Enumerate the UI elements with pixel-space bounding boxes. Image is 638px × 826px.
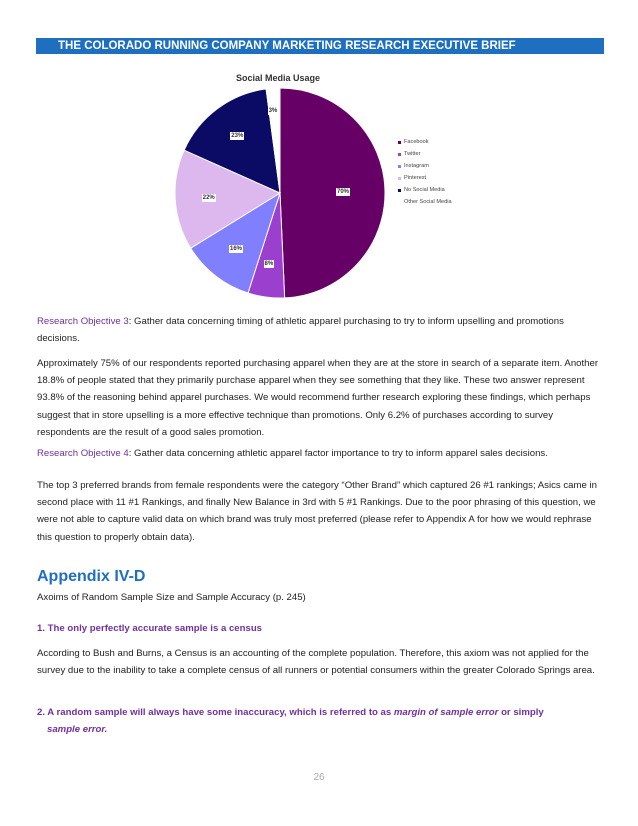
slice-label-other-social-media: 3% [268,108,278,115]
legend-label: No Social Media [404,187,445,193]
chart-legend [398,136,452,208]
legend-item-facebook [398,136,452,148]
axiom-2-mid: or simply [498,707,544,718]
ro3-label: Research Objective 3 [37,316,129,327]
appendix-subtitle: Axoims of Random Sample Size and Sample Accuracy (p. 245) [37,592,306,603]
document-header [36,38,604,54]
pie-slice-facebook [280,88,385,298]
legend-label: Facebook [404,139,429,145]
axiom-1: 1. The only perfectly accurate sample is a census [37,623,263,634]
legend-swatch [398,165,401,168]
axiom-2 [37,704,607,738]
header-title: THE COLORADO RUNNING COMPANY MARKETING RESEARCH EXECUTIVE BRIEF [58,40,516,52]
legend-swatch [398,177,401,180]
legend-item-pinterest [398,172,452,184]
legend-item-instagram [398,160,452,172]
legend-label: Pinterest [404,175,427,181]
ro4-label: Research Objective 4 [37,448,129,459]
ro4-text: : Gather data concerning athletic apparel factor importance to try to inform apparel sales decisions. [128,448,548,459]
slice-label-no-social-media: 23% [231,132,244,139]
legend-item-twitter [398,148,452,160]
legend-item-no-social-media [398,184,452,196]
page-number: 26 [313,772,325,783]
paragraph-census: According to Bush and Burns, a Census is an accounting of the complete population. Therefore, this axiom was not applied for the survey due to the inability to take a complete census of all runners or potential consumers within the greater Colorado Springs area. [37,648,595,677]
legend-swatch [398,189,401,192]
slice-label-facebook: 70% [336,188,349,195]
ro3-text: : Gather data concerning timing of athletic apparel purchasing to try to inform upselling and promotions decisions. [37,316,564,345]
legend-swatch [398,141,401,144]
legend-label: Instagram [404,163,429,169]
legend-swatch [398,201,401,204]
legend-label: Other Social Media [404,199,452,205]
axiom-2-em1: margin of sample error [393,707,499,718]
legend-item-other-social-media [398,196,452,208]
paragraph-purchasing-timing: Approximately 75% of our respondents reported purchasing apparel when they are at the store in search of a separate item. Another 18.8% of people stated that they primarily purchase apparel when they see something that they like. These two answer represent 93.8% of the reasoning behind apparel purchases. We would recommend further research exploring these findings, which perhaps suggest that in store upselling is a more effective technique than promotions. Only 6.2% of purchases according to survey respondents are the result of a good sales promotion. [37,358,599,438]
slice-label-twitter: 8% [264,260,274,267]
legend-swatch [398,153,401,156]
legend-label: Twitter [404,151,421,157]
paragraph-preferred-brands: The top 3 preferred brands from female respondents were the category “Other Brand” which captured 26 #1 rankings; Asics came in second place with 11 #1 Rankings, and finally New Balance in 3rd with 5 #1 Rankings. Due to the poor phrasing of this question, we were not able to capture valid data on which brand was truly most preferred (please refer to Appendix A for how we would rephrase this question to properly obtain data). [37,480,597,543]
appendix-title: Appendix IV-D [37,568,146,585]
research-objective-4 [37,445,607,462]
slice-label-instagram: 16% [230,246,243,253]
axiom-2-pre: 2. A random sample will always have some inaccuracy, which is referred to as [37,707,394,718]
slice-label-pinterest: 22% [202,194,215,201]
research-objective-3 [37,313,607,347]
chart-title: Social Media Usage [236,73,321,83]
axiom-2-em2: sample error. [47,724,108,736]
